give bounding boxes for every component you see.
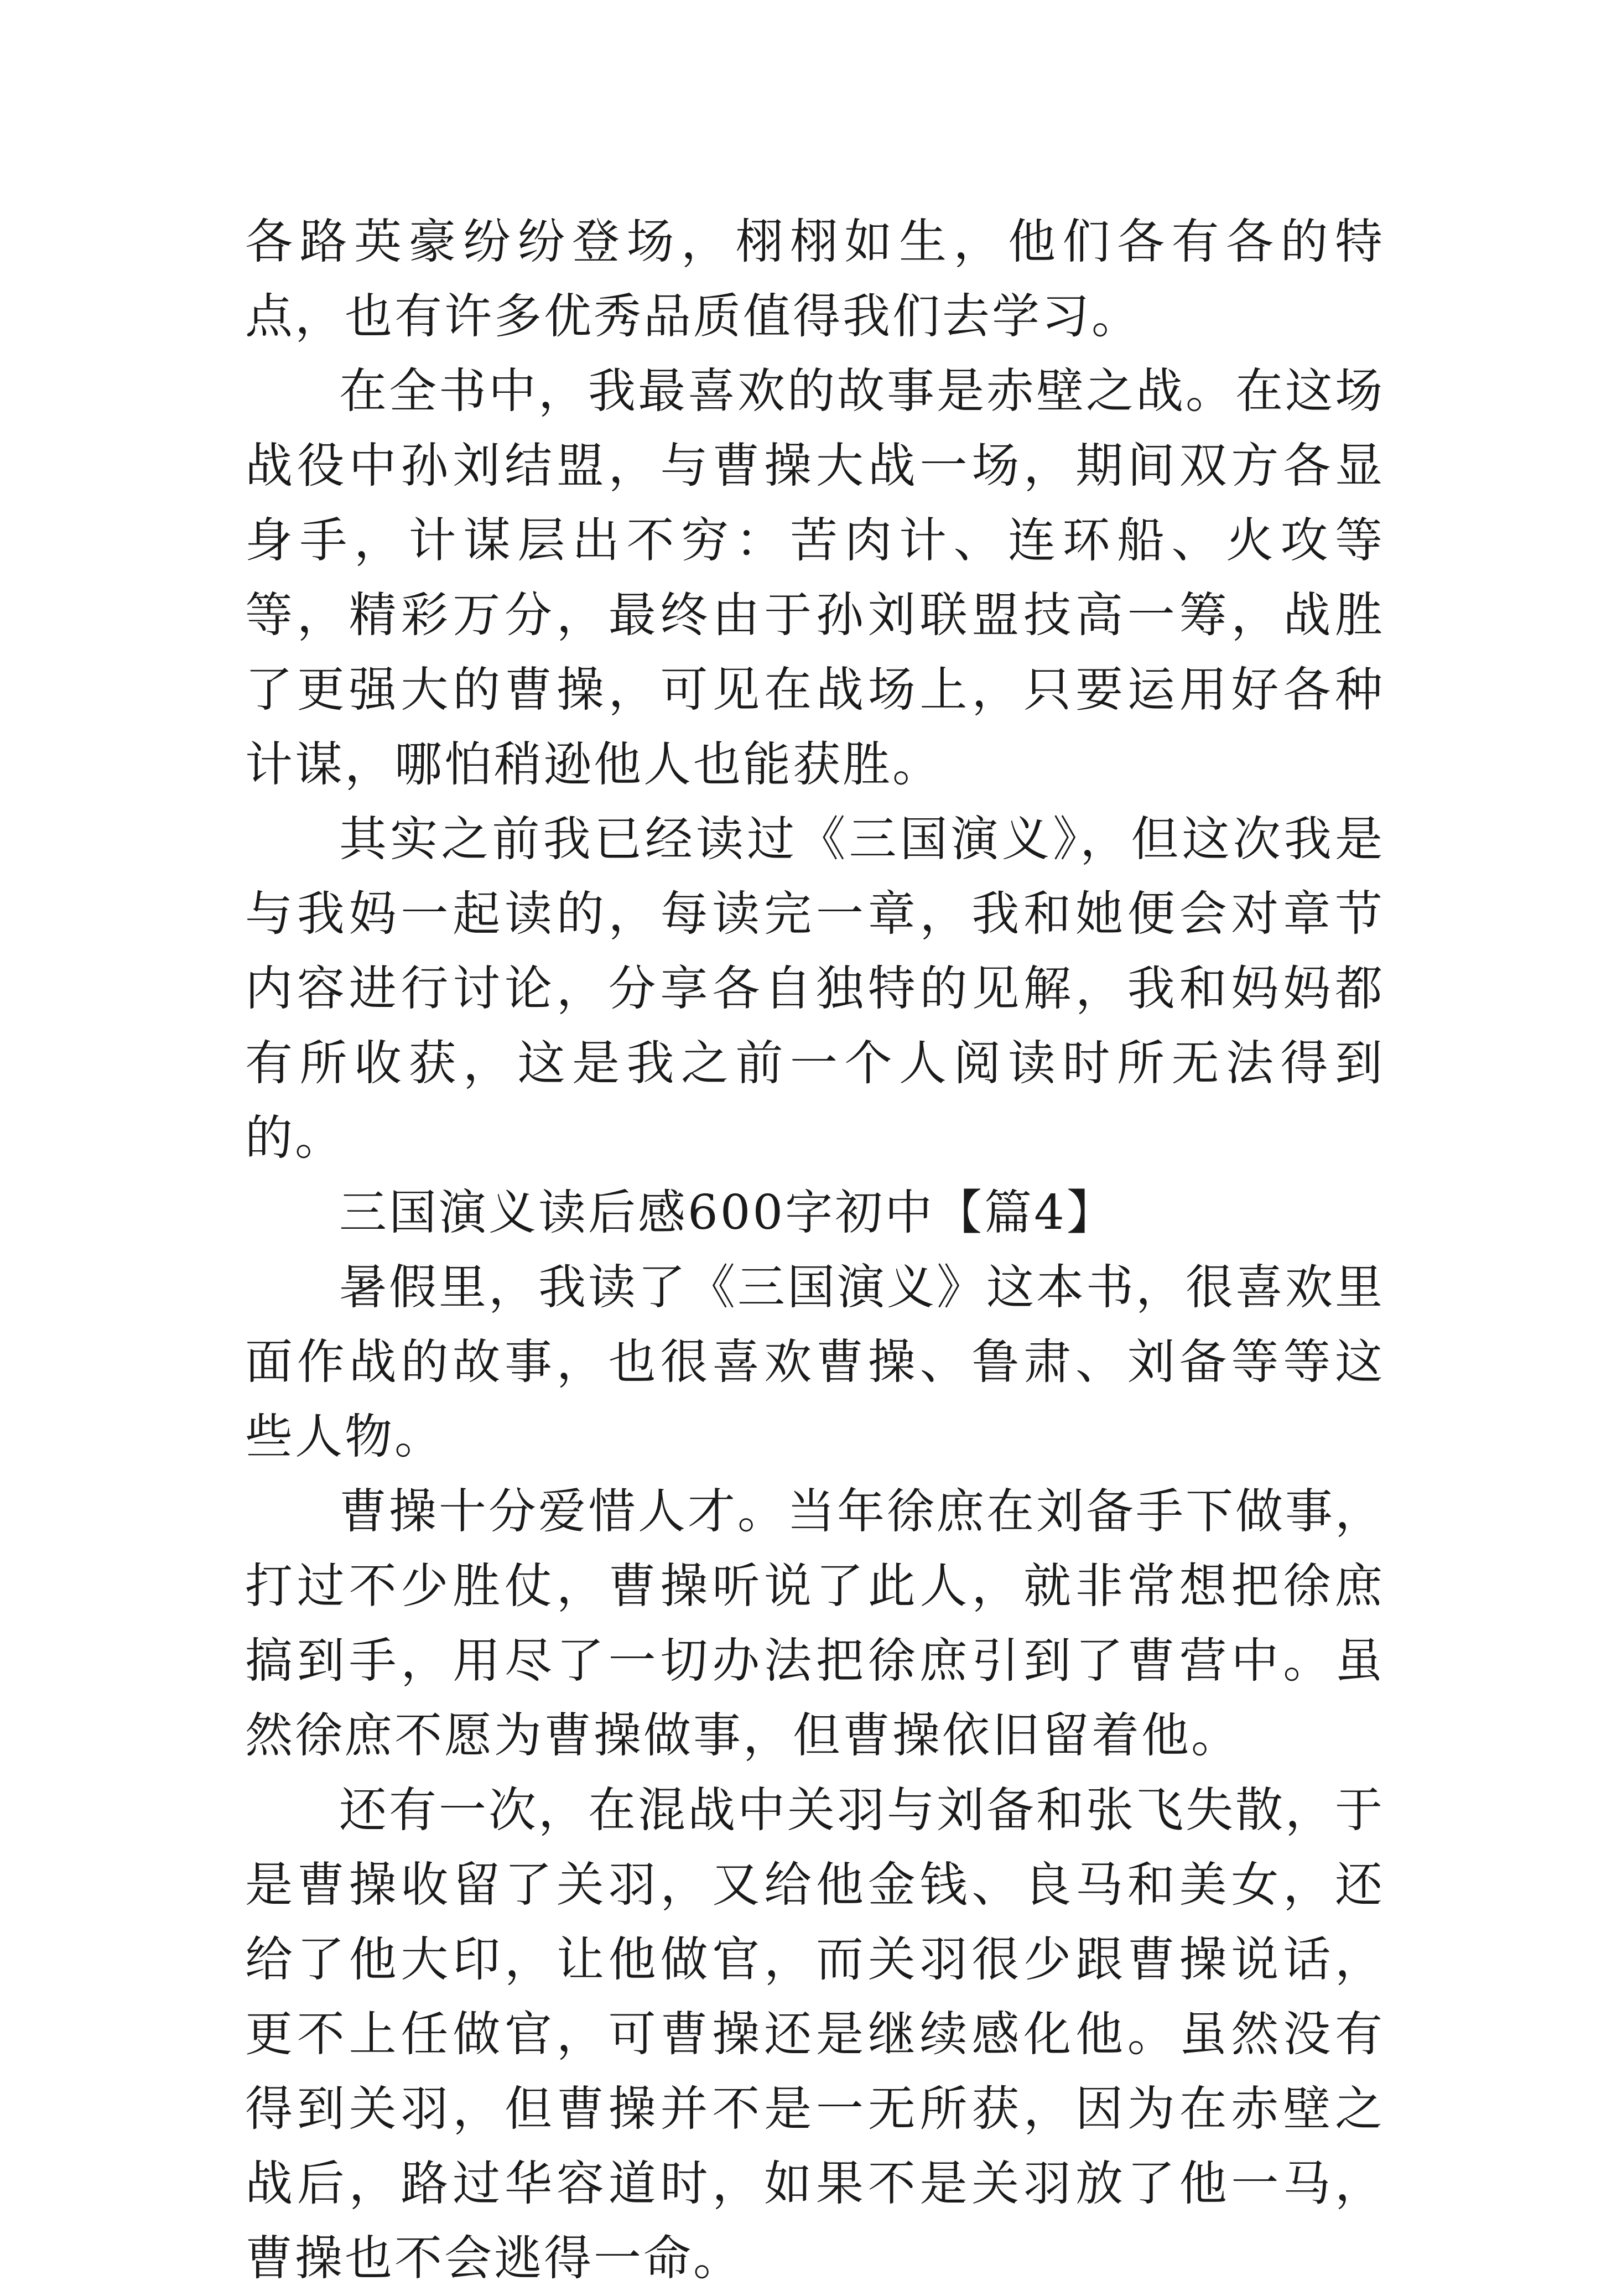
paragraph-1: 各路英豪纷纷登场，栩栩如生，他们各有各的特点，也有许多优秀品质值得我们去学习。 xyxy=(245,214,1385,344)
document-body xyxy=(245,205,1385,2296)
section-heading: 三国演义读后感600字初中【篇4】 xyxy=(339,1185,1116,1240)
paragraph-6: 还有一次，在混战中关羽与刘备和张飞失散，于是曹操收留了关羽，又给他金钱、良马和美女，还给了他大印，让他做官，而关羽很少跟曹操说话，更不上任做官，可曹操还是继续感化他。虽然没有得到关羽，但曹操并不是一无所获，因为在赤壁之战后，路过华容道时，如果不是关羽放了他一马，曹操也不会逃得一命。 xyxy=(245,1783,1385,2286)
paragraph-5: 曹操十分爱惜人才。当年徐庶在刘备手下做事，打过不少胜仗，曹操听说了此人，就非常想把徐庶搞到手，用尽了一切办法把徐庶引到了曹营中。虽然徐庶不愿为曹操做事，但曹操依旧留着他。 xyxy=(245,1484,1385,1763)
paragraph-4: 暑假里，我读了《三国演义》这本书，很喜欢里面作战的故事，也很喜欢曹操、鲁肃、刘备等等这些人物。 xyxy=(245,1260,1385,1464)
paragraph-3: 其实之前我已经读过《三国演义》，但这次我是与我妈一起读的，每读完一章，我和她便会对章节内容进行讨论，分享各自独特的见解，我和妈妈都有所收获，这是我之前一个人阅读时所无法得到的。 xyxy=(245,812,1385,1166)
paragraph-2: 在全书中，我最喜欢的故事是赤壁之战。在这场战役中孙刘结盟，与曹操大战一场，期间双方各显身手，计谋层出不穷：苦肉计、连环船、火攻等等，精彩万分，最终由于孙刘联盟技高一筹，战胜了更强大的曹操，可见在战场上，只要运用好各种计谋，哪怕稍逊他人也能获胜。 xyxy=(245,363,1385,792)
